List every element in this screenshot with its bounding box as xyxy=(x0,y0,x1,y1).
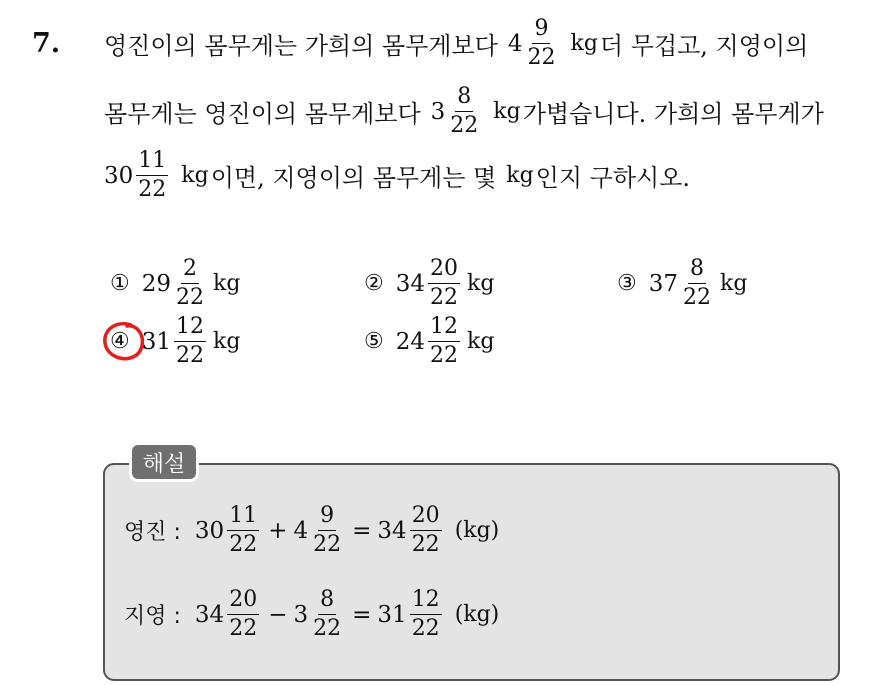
question-line-3 xyxy=(104,150,690,201)
mixed-whole: 30 xyxy=(194,517,225,544)
equals-sign: = xyxy=(352,517,372,544)
denominator: 22 xyxy=(313,532,342,557)
fraction xyxy=(428,316,460,367)
fraction xyxy=(681,258,713,309)
numerator: 11 xyxy=(227,505,259,531)
fraction xyxy=(311,505,343,556)
fraction xyxy=(525,18,557,69)
unit: kg xyxy=(213,271,241,296)
fraction xyxy=(311,589,343,640)
unit: kg xyxy=(720,271,748,296)
denominator: 22 xyxy=(176,285,205,310)
denominator: 22 xyxy=(229,616,258,641)
operator: − xyxy=(268,601,288,628)
solution-label: 영진 : xyxy=(124,520,181,545)
equals-sign: = xyxy=(352,601,372,628)
solution-line-1 xyxy=(124,505,501,556)
option-2[interactable] xyxy=(364,258,496,309)
question-number: 7. xyxy=(32,28,61,59)
mixed-whole: 30 xyxy=(104,162,134,189)
denominator: 22 xyxy=(683,285,712,310)
option-mark: ④ xyxy=(110,329,130,354)
unit: kg xyxy=(493,99,521,124)
unit: kg xyxy=(467,329,495,354)
denominator: 22 xyxy=(229,532,258,557)
question-line-1 xyxy=(104,18,808,69)
denominator: 22 xyxy=(411,616,440,641)
mixed-whole: 4 xyxy=(293,517,309,544)
numerator: 9 xyxy=(532,18,550,44)
question-text: 더 무겁고, 지영이의 xyxy=(599,32,809,60)
question-text: 영진이의 몸무게는 가희의 몸무게보다 xyxy=(104,32,498,60)
numerator: 8 xyxy=(688,258,706,284)
numerator: 8 xyxy=(318,589,336,615)
unit: kg xyxy=(570,31,598,56)
numerator: 20 xyxy=(227,589,259,615)
option-mark: ⑤ xyxy=(364,329,384,354)
denominator: 22 xyxy=(138,177,167,202)
option-1[interactable] xyxy=(110,258,242,309)
mixed-whole: 34 xyxy=(377,517,407,544)
numerator: 8 xyxy=(455,86,473,112)
unit: kg xyxy=(213,329,241,354)
mixed-whole: 34 xyxy=(395,270,426,297)
solution-tab: 해설 xyxy=(129,442,199,482)
option-3[interactable] xyxy=(617,258,749,309)
numerator: 20 xyxy=(410,505,442,531)
mixed-whole: 37 xyxy=(648,270,679,297)
numerator: 2 xyxy=(181,258,199,284)
mixed-whole: 31 xyxy=(377,601,407,628)
fraction xyxy=(410,589,442,640)
denominator: 22 xyxy=(430,343,459,368)
unit: (kg) xyxy=(454,602,500,627)
option-mark: ③ xyxy=(617,271,637,296)
operator: + xyxy=(268,517,288,544)
question-text: 이면, 지영이의 몸무게는 몇 xyxy=(210,164,497,192)
option-mark: ② xyxy=(364,271,384,296)
unit: kg xyxy=(467,271,495,296)
numerator: 12 xyxy=(410,589,442,615)
denominator: 22 xyxy=(411,532,440,557)
solution-label: 지영 : xyxy=(124,604,181,629)
denominator: 22 xyxy=(430,285,459,310)
numerator: 20 xyxy=(428,258,460,284)
fraction xyxy=(174,258,206,309)
numerator: 11 xyxy=(136,150,168,176)
fraction xyxy=(428,258,460,309)
mixed-whole: 3 xyxy=(293,601,309,628)
question-text: 몸무게는 영진이의 몸무게보다 xyxy=(104,100,421,128)
option-5[interactable] xyxy=(364,316,496,367)
fraction xyxy=(136,150,168,201)
fraction xyxy=(227,505,259,556)
mixed-whole: 4 xyxy=(507,30,523,57)
mixed-whole: 3 xyxy=(430,98,446,125)
mixed-whole: 34 xyxy=(194,601,225,628)
numerator: 12 xyxy=(174,316,206,342)
solution-line-2 xyxy=(124,589,501,640)
denominator: 22 xyxy=(527,45,556,70)
question-line-2 xyxy=(104,86,824,137)
unit: (kg) xyxy=(454,518,500,543)
mixed-whole: 31 xyxy=(141,328,172,355)
unit: kg xyxy=(181,163,209,188)
denominator: 22 xyxy=(450,113,479,138)
fraction xyxy=(410,505,442,556)
option-mark: ① xyxy=(110,271,130,296)
mixed-whole: 29 xyxy=(141,270,172,297)
solution-box xyxy=(103,463,840,681)
question-text: 인지 구하시오. xyxy=(535,164,691,192)
fraction xyxy=(227,589,259,640)
unit: kg xyxy=(506,163,534,188)
mixed-whole: 24 xyxy=(395,328,426,355)
numerator: 12 xyxy=(428,316,460,342)
answer-circle-icon xyxy=(101,319,147,363)
fraction xyxy=(174,316,206,367)
numerator: 9 xyxy=(318,505,336,531)
question-text: 가볍습니다. 가희의 몸무게가 xyxy=(522,100,824,128)
denominator: 22 xyxy=(176,343,205,368)
fraction xyxy=(448,86,480,137)
denominator: 22 xyxy=(313,616,342,641)
